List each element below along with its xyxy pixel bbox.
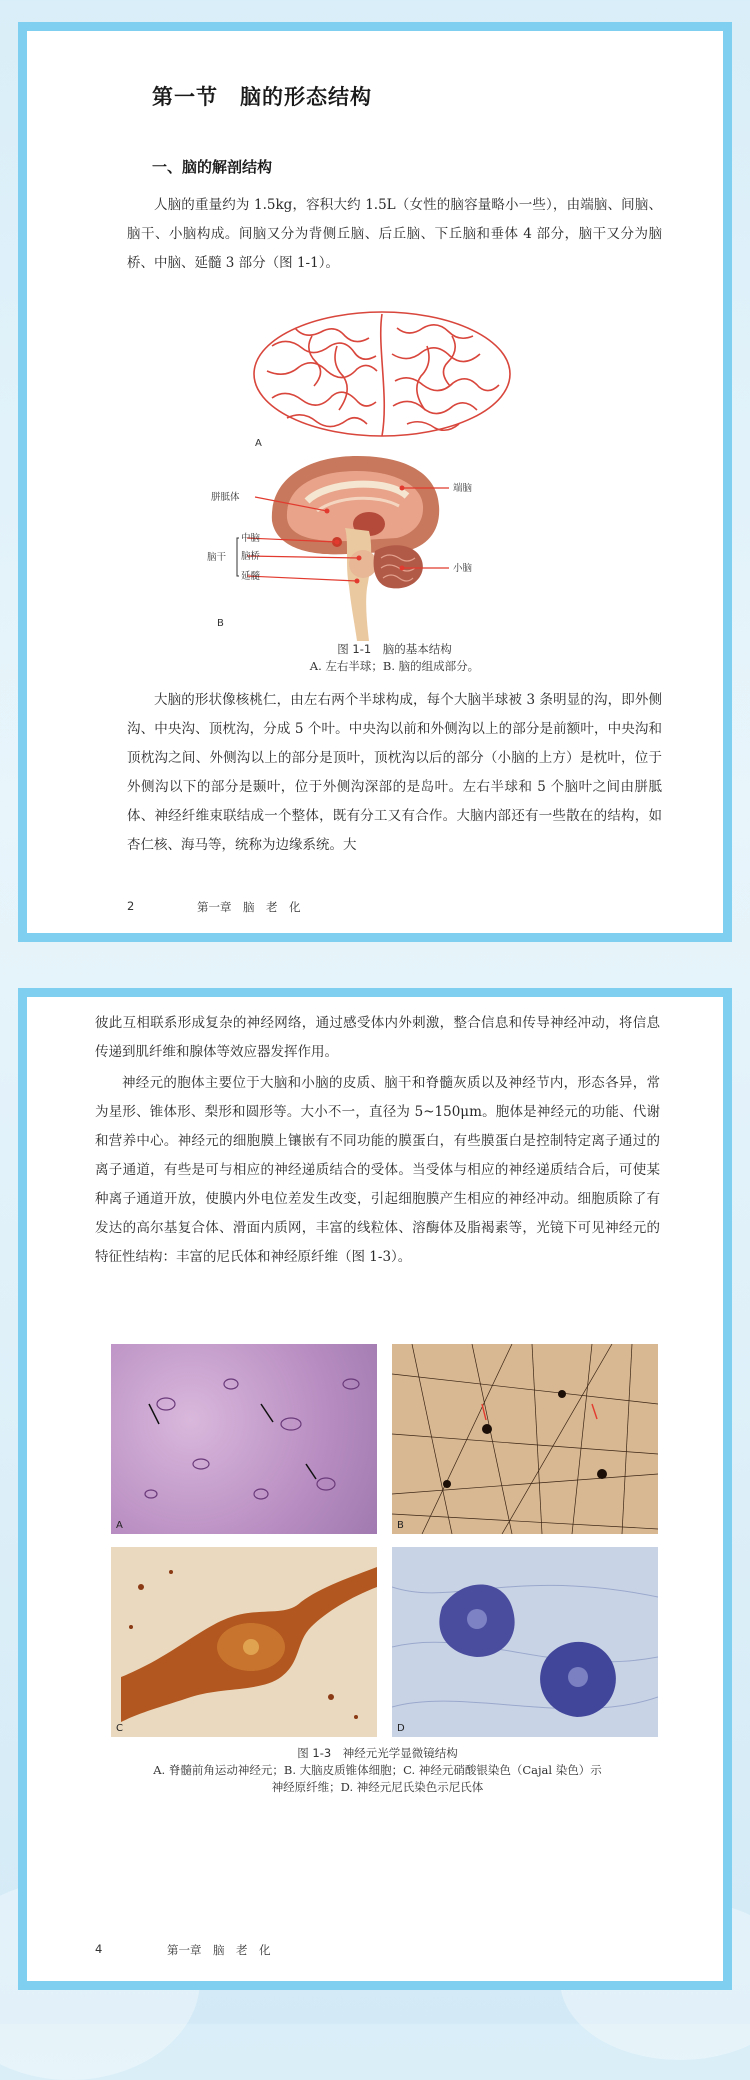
- micrograph-d-neurons: [392, 1547, 658, 1737]
- section-title: 第一节 脑的形态结构: [152, 85, 372, 109]
- figure-1-1-brain-diagram: [177, 306, 597, 646]
- micrograph-label-a: A: [116, 1520, 123, 1531]
- label-corpus-callosum: 胼胝体: [211, 492, 240, 503]
- figure-label-b: B: [217, 618, 224, 629]
- label-medulla: 延髓: [241, 571, 261, 582]
- page-number: 4: [95, 1942, 103, 1956]
- subsection-title: 一、脑的解剖结构: [152, 158, 273, 176]
- figure-caption-subtitle: A. 左右半球；B. 脑的组成部分。: [309, 659, 480, 673]
- brain-hemispheres-illustration: [254, 312, 510, 436]
- figure-label-a: A: [255, 438, 262, 449]
- paragraph-brain-weight: 人脑的重量约为 1.5kg，容积大约 1.5L（女性的脑容量略小一些），由端脑、间脑、脑干、小脑构成。间脑又分为背侧丘脑、后丘脑、下丘脑和垂体 4 部分，脑干又分为脑桥、中脑、延髓 3 部分（图 1-1）。: [127, 197, 662, 271]
- micrograph-c-neuron: [111, 1547, 377, 1737]
- micrograph-a-motor-neuron: [111, 1344, 377, 1534]
- paragraph-neural-network: 彼此互相联系形成复杂的神经网络，通过感受体内外刺激，整合信息和传导神经冲动，将信息传递到肌纤维和腺体等效应器发挥作用。: [95, 1015, 660, 1060]
- micrograph-d-nissl-stain: [392, 1547, 658, 1737]
- book-page-2: [18, 988, 732, 1990]
- book-page-1: [18, 22, 732, 942]
- figure-caption-line-1: A. 脊髓前角运动神经元；B. 大脑皮质锥体细胞；C. 神经元硝酸银染色（Cajal 染色）示: [153, 1763, 602, 1777]
- figure-1-3-caption: [95, 1745, 660, 1796]
- label-telencephalon: 端脑: [453, 483, 473, 494]
- micrograph-c-cajal-stain: [111, 1547, 377, 1737]
- label-brainstem: 脑干: [207, 552, 227, 563]
- running-footer-chapter: 第一章 脑 老 化: [197, 900, 301, 914]
- figure-caption-line-2: 神经原纤维；D. 神经元尼氏染色示尼氏体: [271, 1780, 484, 1794]
- micrograph-label-c: C: [116, 1723, 123, 1734]
- paragraph-cerebral-lobes: 大脑的形状像核桃仁，由左右两个半球构成，每个大脑半球被 3 条明显的沟，即外侧沟、中央沟、顶枕沟，分成 5 个叶。中央沟以前和外侧沟以上的部分是前额叶，中央沟和顶枕沟之间、外侧沟以上的部分是顶叶，顶枕沟以后的部分（小脑的上方）是枕叶，位于外侧沟以下的部分是颞叶，位于外侧沟深部的是岛叶。左右半球和 5 个脑叶之间由胼胝体、神经纤维束联结成一个整体，既有分工又有合作。大脑内部还有一些散在的结构，如杏仁核、海马等，统称为边缘系统。大: [127, 692, 662, 853]
- micrograph-a-cells: [111, 1344, 377, 1534]
- brain-sagittal-illustration: [272, 456, 439, 641]
- paragraph-neuron-soma: 神经元的胞体主要位于大脑和小脑的皮质、脑干和脊髓灰质以及神经节内，形态各异，常为星形、锥体形、梨形和圆形等。大小不一，直径为 5~150μm。胞体是神经元的功能、代谢和营养中心。神经元的细胞膜上镶嵌有不同功能的膜蛋白，有些膜蛋白是控制特定离子通过的离子通道，有些是可与相应的神经递质结合的受体。当受体与相应的神经递质结合后，可使某种离子通道开放，使膜内外电位差发生改变，引起细胞膜产生相应的神经冲动。细胞质除了有发达的高尔基复合体、滑面内质网，丰富的线粒体、溶酶体及脂褐素等，光镜下可见神经元的特征性结构：丰富的尼氏体和神经原纤维（图 1-3）。: [95, 1075, 660, 1265]
- micrograph-b-fibers: [392, 1344, 658, 1534]
- label-midbrain: 中脑: [241, 533, 261, 544]
- micrograph-b-pyramidal-cells: [392, 1344, 658, 1534]
- micrograph-label-d: D: [397, 1723, 405, 1734]
- figure-1-1-caption: [127, 641, 662, 675]
- running-footer-chapter: 第一章 脑 老 化: [167, 1943, 271, 1957]
- figure-caption-title: 图 1-3 神经元光学显微镜结构: [297, 1746, 458, 1760]
- label-cerebellum: 小脑: [453, 563, 473, 574]
- label-pons: 脑桥: [241, 551, 261, 562]
- figure-caption-title: 图 1-1 脑的基本结构: [337, 642, 452, 656]
- micrograph-label-b: B: [397, 1520, 404, 1531]
- page-number: 2: [127, 899, 135, 913]
